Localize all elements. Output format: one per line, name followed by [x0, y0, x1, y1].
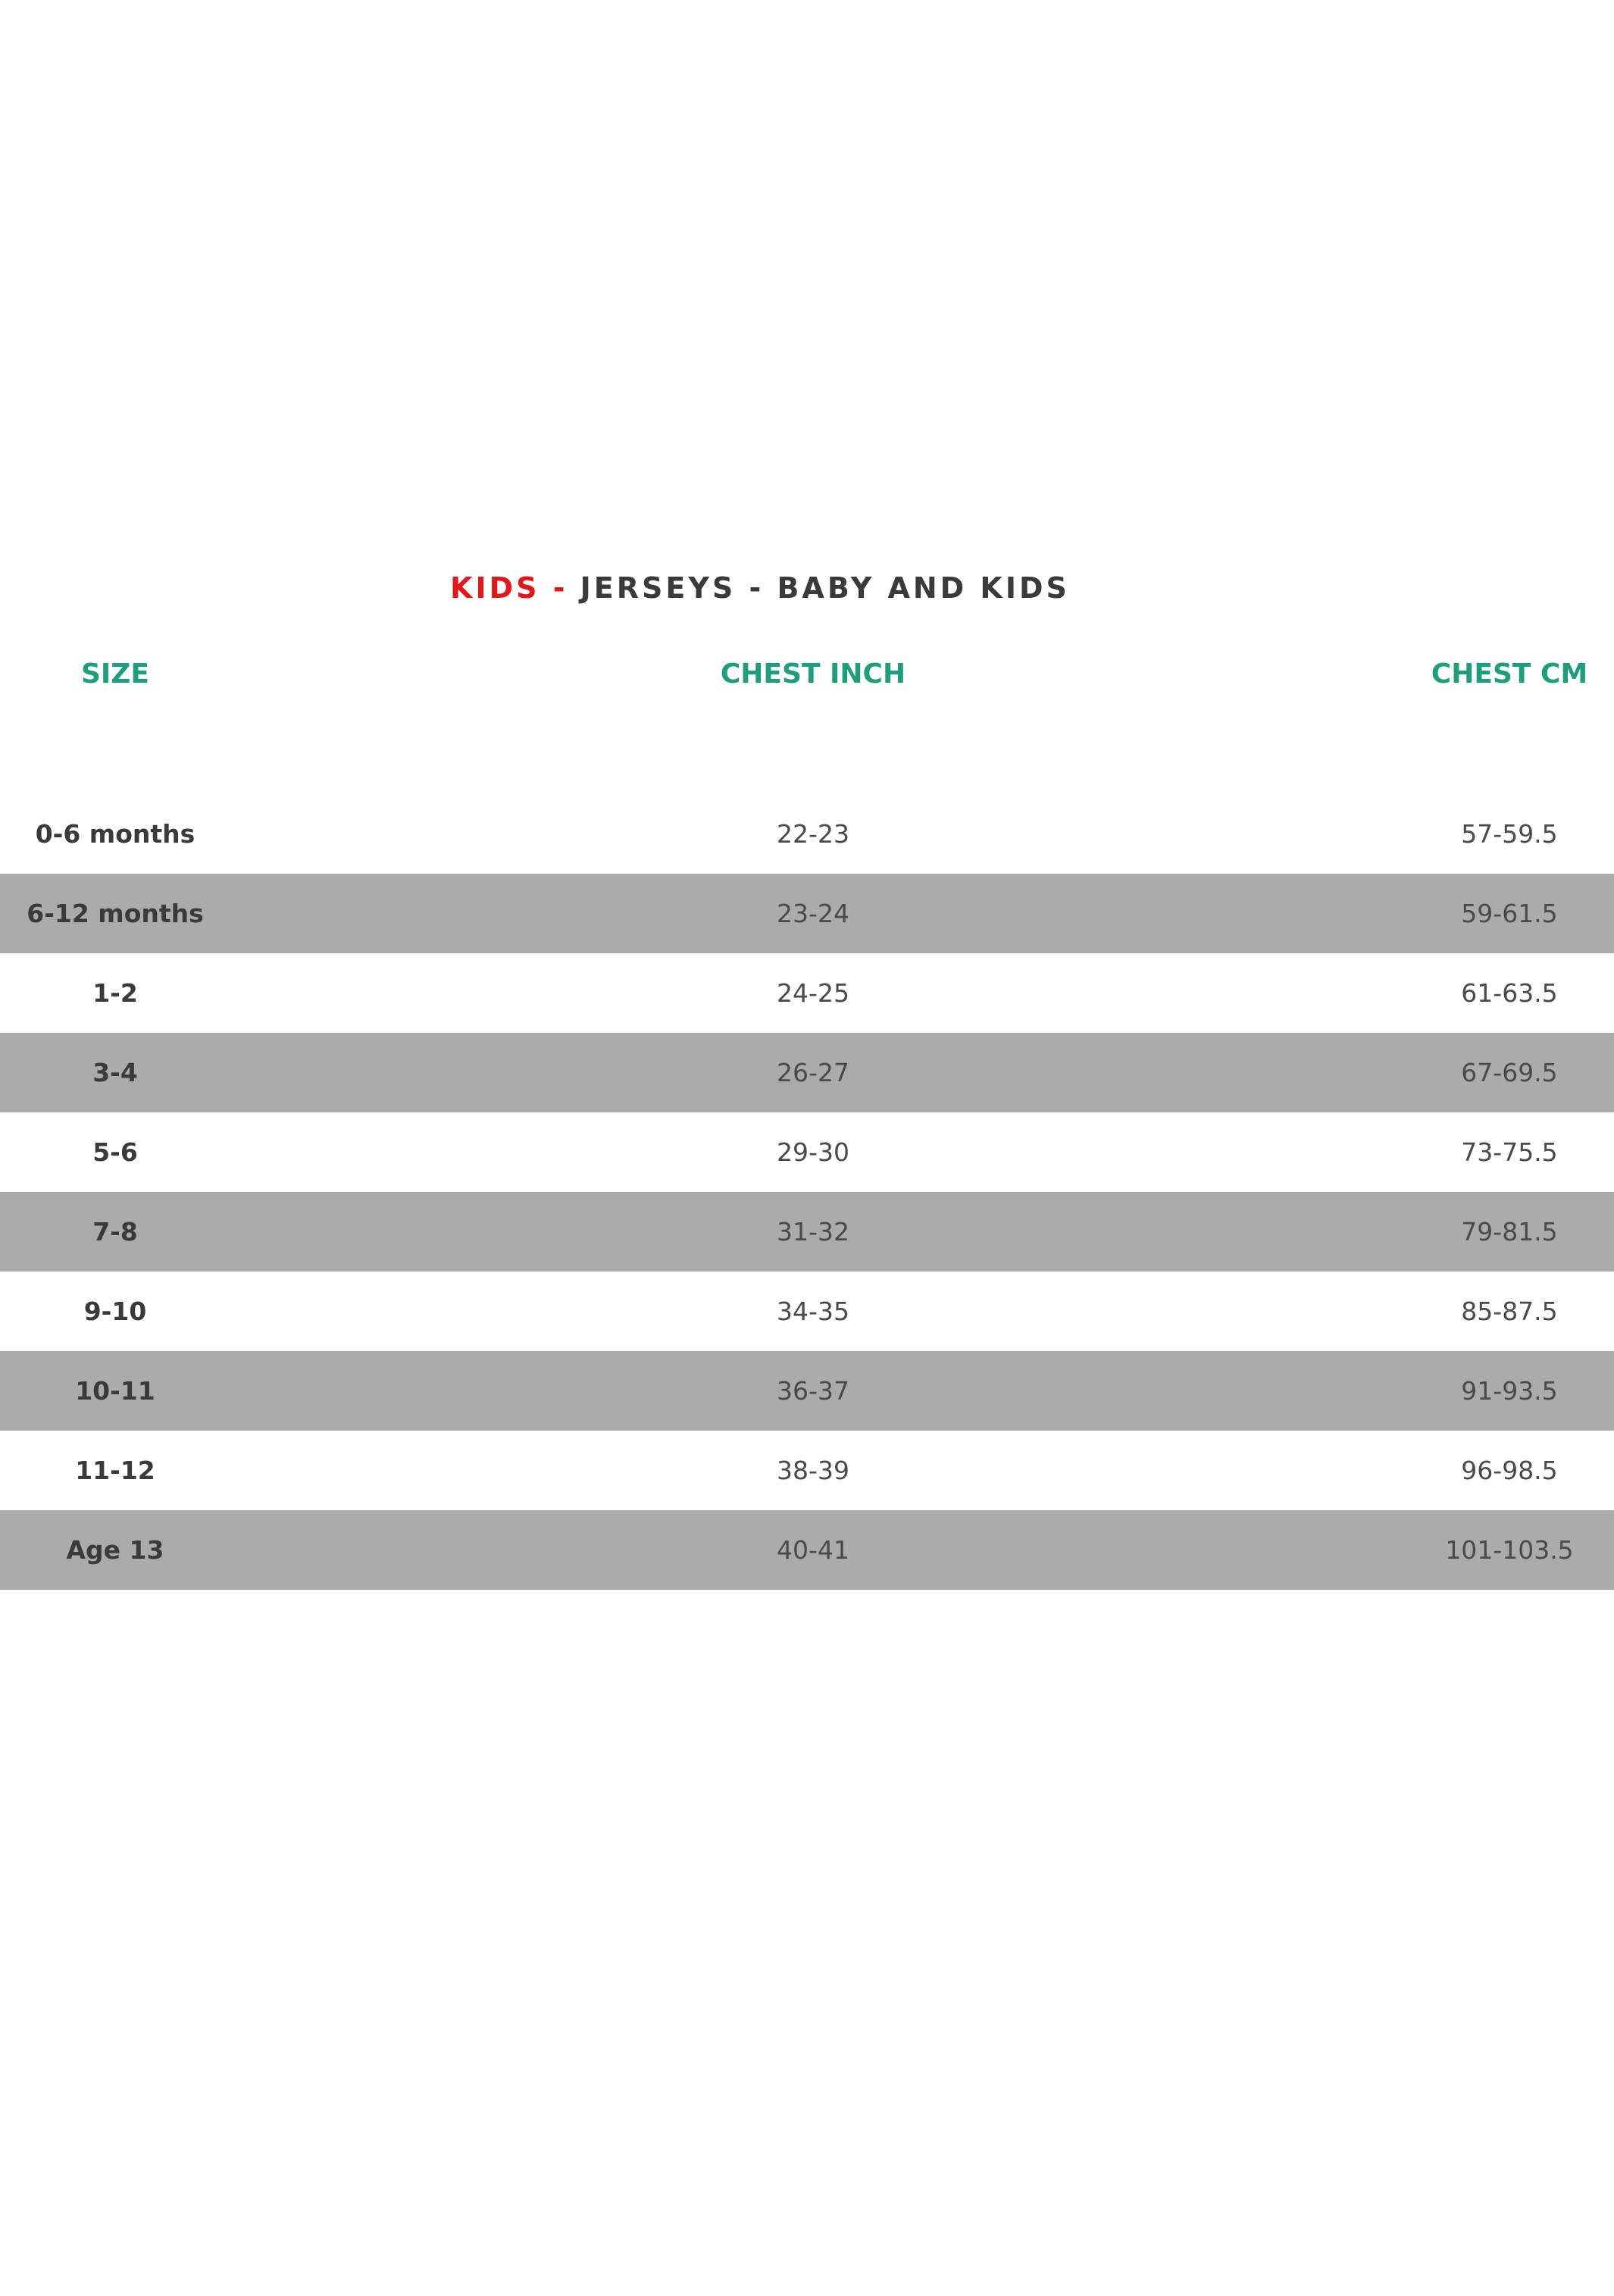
table-row — [0, 1033, 1614, 1112]
chest-cm-cell: 96-98.5 — [1461, 1456, 1558, 1485]
chest-inch-cell: 29-30 — [777, 1137, 849, 1167]
chest-inch-cell: 40-41 — [777, 1535, 849, 1565]
chest-inch-cell: 34-35 — [777, 1297, 849, 1326]
table-row — [0, 1431, 1614, 1510]
size-cell: 0-6 months — [35, 819, 195, 849]
table-row — [0, 874, 1614, 953]
chest-cm-cell: 91-93.5 — [1461, 1376, 1558, 1406]
chest-inch-cell: 24-25 — [777, 978, 849, 1008]
size-table — [0, 794, 1614, 1590]
table-row — [0, 1351, 1614, 1431]
size-cell: 5-6 — [92, 1137, 138, 1167]
chest-inch-cell: 23-24 — [777, 899, 849, 928]
size-cell: 1-2 — [92, 978, 138, 1008]
chest-inch-cell: 26-27 — [777, 1058, 849, 1087]
chest-cm-cell: 79-81.5 — [1461, 1217, 1558, 1247]
header-chest-inch: CHEST INCH — [720, 658, 906, 690]
chest-cm-cell: 61-63.5 — [1461, 978, 1558, 1008]
page-title — [0, 565, 1520, 611]
title-rest: JERSEYS - BABY AND KIDS — [580, 571, 1070, 605]
chest-inch-cell: 31-32 — [777, 1217, 849, 1247]
chest-cm-cell: 59-61.5 — [1461, 899, 1558, 928]
table-row — [0, 1272, 1614, 1351]
chest-cm-cell: 73-75.5 — [1461, 1137, 1558, 1167]
table-row — [0, 953, 1614, 1033]
size-cell: 11-12 — [75, 1456, 155, 1485]
table-row — [0, 1192, 1614, 1272]
table-header — [0, 652, 1614, 697]
table-row — [0, 794, 1614, 874]
size-cell: 9-10 — [83, 1297, 147, 1326]
chest-inch-cell: 36-37 — [777, 1376, 849, 1406]
header-size: SIZE — [80, 658, 150, 690]
size-cell: 10-11 — [75, 1376, 155, 1406]
chest-inch-cell: 38-39 — [777, 1456, 849, 1485]
size-cell: 6-12 months — [27, 899, 204, 928]
chest-cm-cell: 85-87.5 — [1461, 1297, 1558, 1326]
chest-cm-cell: 101-103.5 — [1445, 1535, 1574, 1565]
chest-inch-cell: 22-23 — [777, 819, 849, 849]
size-cell: 3-4 — [92, 1058, 138, 1087]
chest-cm-cell: 57-59.5 — [1461, 819, 1558, 849]
title-accent: KIDS - — [450, 571, 568, 605]
table-row — [0, 1510, 1614, 1590]
table-row — [0, 1112, 1614, 1192]
size-cell: 7-8 — [92, 1217, 138, 1247]
size-cell: Age 13 — [66, 1535, 164, 1565]
chest-cm-cell: 67-69.5 — [1461, 1058, 1558, 1087]
header-chest-cm: CHEST CM — [1431, 658, 1588, 690]
